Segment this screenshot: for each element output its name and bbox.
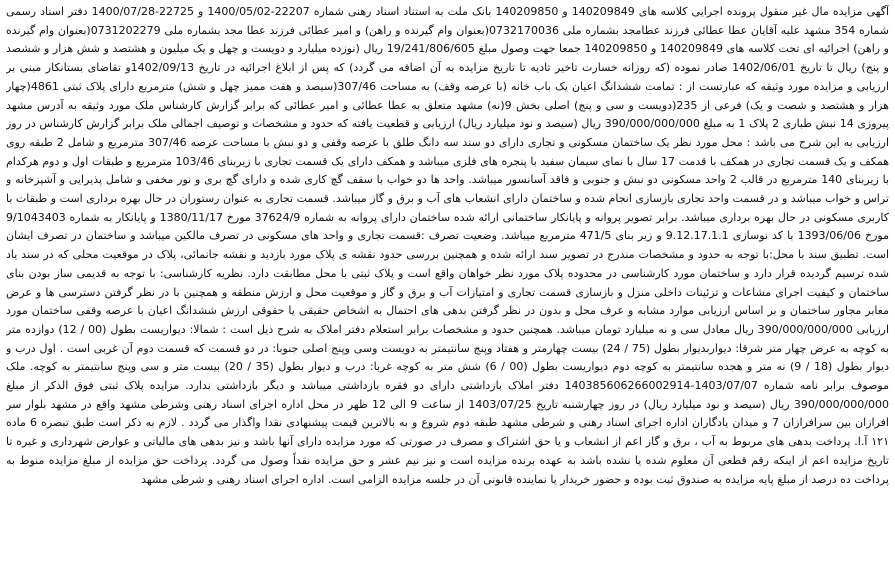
auction-notice-text: آگهی مزایده مال غیر منقول پرونده اجرایی کلاسه های 140209849 و 140209850 بانک ملت به استناد اسناد رهنی شماره 22207-1400/05/02 و 22725-1400/07/28 دفتر اسناد رسمی شماره 354 مشهد علیه آقایان عطا عطائی فرزند عطامجد بشماره ملی 0732170036(بعنوان وام گیرنده و راهن) و امیر عطائی فرزند عطا مجد بشماره ملی 0731202279(بعنوان وام گیرنده و راهن) اجرائیه ای تحت کلاسه های 140209849 و 140209850 جمعا جهت وصول مبلغ 19/241/806/605 ریال (نوزده میلیارد و دویست و چهل و یک میلیون و هشتصد و شش هزار و ششصد و پنج) ریال تا تاریخ 1402/06/01 صادر نموده (که روزانه خسارت تاخیر تادیه تا تاریخ مزایده به آن اضافه می گردد) که پس از ابلاغ اجرائیه در تاریخ 1402/09/13و تقاضای بستانکار مبنی بر ارزیابی و مزایده مورد وثیقه که عبارتست از : تمامت ششدانگ اعیان یک باب خانه (با عرصه وقف) به مساحت 307/46(سیصد و هفت ممیز چهل و شش) مترمربع دارای پلاک ثبتی 4861(چهار هزار و هشتصد و شصت و یک) فرعی از 235(دویست و سی و پنج) اصلی بخش 9(نه) مشهد متعلق به عطا عطائی و امیر عطائی که برابر گزارش کارشناس ملک مورد وثیقه به آدرس مشهد پیروزی 14 نبش طباری 2 پلاک 1 به مبلغ 390/000/000/000 ریال (سیصد و نود میلیارد ریال) ارزیابی و قطعیت یافته که حدود و مشخصات و توصیف اجمالی ملک برابر گزارش کارشناس در روز ارزیابی به این شرح می باشد : محل مورد نظر یک ساختمان مسکونی و تجاری دارای دو سند سه دانگ طلق با عرصه وقفی و دو نبش با مساحت عرصه 307/46 مترمربع و شامل 2 طبقه روی همکف و یک قسمت تجاری در همکف با قدمت 17 سال با نمای سیمان سفید با پنجره های فلزی میباشد و همکف دارای یک قسمت تجاری با زیربنای 103/46 مترمربع و طبقات اول و دوم هرکدام با زیربنای 140 مترمربع در قالب 2 واحد مسکونی دو نبش و جنوبی و فاقد آسانسور میباشد. واحد ها دو خواب با سقف گچ کاری شده و دارای گچ بری و نور مخفی و شامل پذیرایی و آشپزخانه و تراس و خواب میباشد و در قسمت واحد تجاری بازسازی انجام شده و ساختمان دارای انشعاب های آب و برق و گاز میباشد. قسمت تجاری به عنوان رستوران در حال بهره برداری است و طبقات با کاربری مسکونی در حال بهره برداری میباشد. برابر تصویر پروانه و پایانکار ساختمانی ارائه شده ساختمان دارای پروانه به شماره 37624/9 مورخ 1380/11/17 و پایانکار به شماره 9/1043403 مورخ 1393/06/06 با کد نوسازی 9.12.17.1.1 و زیر بنای 471/5 مترمربع میباشد. وضعیت تصرف :قسمت تجاری و واحد های مسکونی در تصرف مالکین میباشد و ساختمان در تصرف ایشان است. تطبیق سند با محل:با توجه به حدود و مشخصات مندرج در تصویر سند ارائه شده و همچنین بررسی حدود نقشه ی پلاک مورد بازدید و نقشه جانمائی، پلاک در موقعیت محلی که در سند یاد شده ترسیم گردیده قرار دارد و ساختمان مورد کارشناسی در محدوده پلاک مورد نظر خواهان واقع است و پلاک ثبتی با محل مطابقت دارد. نظریه کارشناسی: با توجه به قدیمی ساز بودن بنای ساختمان و کیفیت اجرای مشاعات و تزئینات داخلی منزل و بازسازی قسمت تجاری و امتیازات آب و برق و گاز و موقعیت محل و ارزش منطقه و همچنین با در نظر گرفتن دسترسی ها و عرض معابر مجاور ساختمان و بر اساس ارزیابی موارد مشابه و عرف محل و بدون در نظر گرفتن بدهی های احتمال به اشخاص حقیقی یا حقوقی ارزش ششدانگ اعیان با عرصه وقفی ساختمان مورد ارزیابی 390/000/000/000 ریال معادل سی و نه میلیارد تومان میباشد. همچنین حدود و مشخصات برابر استعلام دفتر املاک به شرح ذیل است : شمالا: دیواریست بطول (00 / 12) دوازده متر به کوچه به عرض چهار متر شرقا: دیواربدیوار بطول (75 / 24) بیست چهارمتر و هفتاد وپنج سانتیمتر به دویست وسی وپنج اصلی جنوبا: در دو قسمت که قسمت دوم آن غربی است . اول درب و دیوار بطول (18 / 9) نه متر و هجده سانتیمتر به کوچه دوم دیواریست بطول (00 / 6) شش متر به کوچه غربا: درب و دیوار بطول (35 / 20) بیست متر و سی وپنج سانتیمتر به کوچه. ملک موصوف برابر نامه شماره 1403/07/07-140385606266002914 دفتر املاک بازداشتی دارای دو فقره بازداشتی میباشد و دیگر بازداشتی ندارد. مزایده پلاک ثبتی فوق الذکر از مبلغ 390/000/000/000 ریال (سیصد و نود میلیارد ریال) در روز چهارشنبه تاریخ 1403/07/25 از ساعت 9 الی 12 ظهر در محل اداره اجرای اسناد رهنی وشرطی مشهد واقع در مشهد بلوار سر افرازان بین سرافرازان 7 و میدان یادگاران اداره اجرای اسناد رهنی و شرطی مشهد طبقه دوم شروع و به بالاترین قیمت پیشنهادی نقدا واگذار می گردد . لازم به ذکر است طبق تبصره 6 ماده ۱۲۱ آ.ا. پرداخت بدهی های مربوط به آب ، برق و گاز اعم از انشعاب و یا حق اشتراک و مصرف در صورتی که مورد مزایده دارای آنها باشد و نیز بدهی های مالیاتی و عوارض شهرداری و غیره تا تاریخ مزایده اعم از اینکه رقم قطعی آن معلوم شده یا نشده باشد به عهده برنده مزایده است و نیز نیم عشر و حق مزایده نقداً وصول می گردد. پرداخت حق مزایده از مبلغ مزایده منوط به پرداخت ده درصد از مبلغ پایه مزایده به صندوق ثبت بوده و حضور خریدار یا نماینده قانونی آن در جلسه مزایده الزامی است. اداره اجرای اسناد رهنی و شرطی مشهد <box>6 5 889 486</box>
notice-document <box>6 3 889 568</box>
